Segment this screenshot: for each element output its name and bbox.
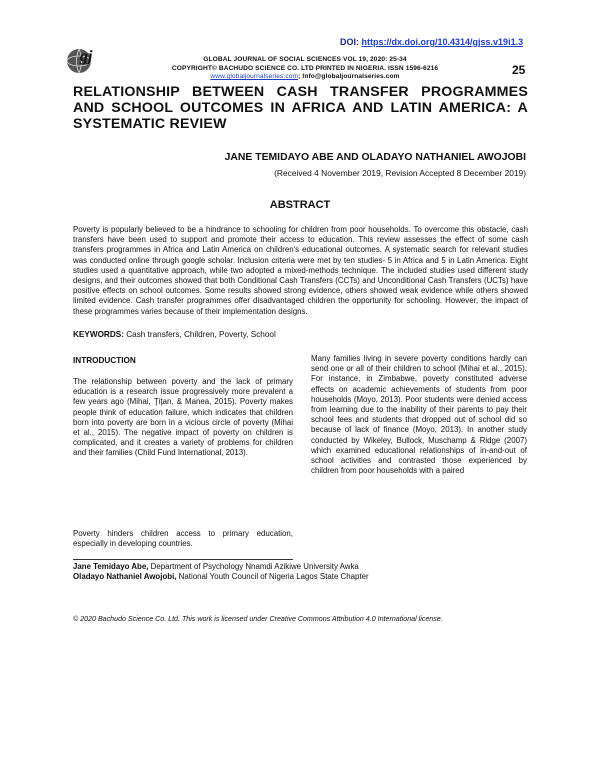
- abstract-text: Poverty is popularly believed to be a hindrance to schooling for children from poor households. To overcome this obstacle, cash transfers have been used to support and promote their access to education. This review assesses the effect of some cash transfers programmes in Africa and Latin America on children's educational outcomes. A systematic search for relevant studies was conducted online through google scholar. Inclusion criteria were met by ten studies- 5 in Africa and 5 in Latin America. Eight studies used a quantitative approach, while two adopted a mixed-methods technique. The included studies used different study designs, and their outcomes showed that both Conditional Cash Transfers (CCTs) and Unconditional Cash Transfers (UCTs) have positive effects on school outcomes. Some results showed strong evidence, others showed weak evidence while others showed limited evidence. Cash transfer programmes offer disadvantaged children the opportunity for schooling. However, the impact of these programmes varies because of their implementation designs.: [73, 225, 528, 316]
- affiliation-1-detail: Department of Psychology Nnamdi Azikiwe University Awka: [148, 562, 359, 571]
- intro-paragraph-2: Poverty hinders children access to primary education, especially in developing countries.: [73, 529, 293, 549]
- affiliation-1-name: Jane Temidayo Abe,: [73, 562, 149, 571]
- journal-links: [120, 73, 490, 82]
- article-title: RELATIONSHIP BETWEEN CASH TRANSFER PROGRAMMES AND SCHOOL OUTCOMES IN AFRICA AND LATIN AMERICA: A SYSTEMATIC REVIEW: [73, 84, 528, 132]
- intro-paragraph-1: The relationship between poverty and the lack of primary education is a research issue progressively more prevalent a few years ago (Mihai, Ţiţan, & Manea, 2015). Poverty makes people think of education failure, which indicates that children born into poverty are born in a vicious circle of poverty (Mihai et al., 2015). The negative impact of poverty on children is complicated, and it creates a variety of problems for children and their families (Child Fund International, 2013).: [73, 377, 293, 458]
- license-notice: © 2020 Bachudo Science Co. Ltd. This work is licensed under Creative Commons Attribution 4.0 International license.: [73, 615, 443, 623]
- logo-text: gj: [80, 48, 93, 65]
- keywords: [73, 330, 528, 339]
- affiliation-1: [73, 562, 359, 572]
- affiliation-2: [73, 572, 369, 582]
- footnote-divider: [73, 559, 293, 560]
- affiliation-2-name: Oladayo Nathaniel Awojobi,: [73, 572, 177, 581]
- journal-name: GLOBAL JOURNAL OF SOCIAL SCIENCES VOL 19, 2020: 25-34: [203, 56, 407, 63]
- journal-logo-icon: [66, 44, 98, 76]
- journal-copyright: COPYRIGHT© BACHUDO SCIENCE CO. LTD PRINTED IN NIGERIA. ISSN 1596-6216: [171, 64, 439, 72]
- intro-paragraph-3: Many families living in severe poverty conditions hardly can send one or all of their children to school (Mihai et al., 2015). For instance, in Zimbabwe, poverty constituted adverse effects on academic achievements of students from poor households (Moyo, 2013). Poor students were denied access from learning due to the inability of their parents to pay their school fees and students that dropped out of school did so because of lack of finance (Moyo, 2013). In another study conducted by Wikeley, Bullock, Muschamp & Ridge (2007) which examined educational relationships of in-and-out of school activities and contrasted those experienced by children from poor households with a paired: [311, 354, 527, 476]
- keywords-text: Cash transfers, Children, Poverty, School: [123, 330, 276, 339]
- affiliation-2-detail: National Youth Council of Nigeria Lagos State Chapter: [176, 572, 369, 581]
- doi-link[interactable]: https://dx.doi.org/10.4314/gjss.v19i1.3: [361, 37, 524, 47]
- received-dates: (Received 4 November 2019, Revision Accepted 8 December 2019): [274, 168, 526, 178]
- abstract-heading: ABSTRACT: [269, 199, 331, 211]
- page-number: 25: [512, 63, 526, 77]
- doi-line: [340, 37, 523, 47]
- keywords-label: KEYWORDS:: [73, 330, 124, 339]
- doi-label: DOI:: [340, 37, 359, 47]
- intro-heading: INTRODUCTION: [73, 356, 136, 365]
- journal-info: [120, 56, 490, 82]
- website-link[interactable]: www.globaljournalseries.com: [210, 73, 299, 80]
- article-authors: JANE TEMIDAYO ABE AND OLADAYO NATHANIEL AWOJOBI: [224, 152, 526, 163]
- link-separator: ;: [298, 73, 301, 80]
- email-text: Info@globaljournalseries.com: [300, 73, 400, 80]
